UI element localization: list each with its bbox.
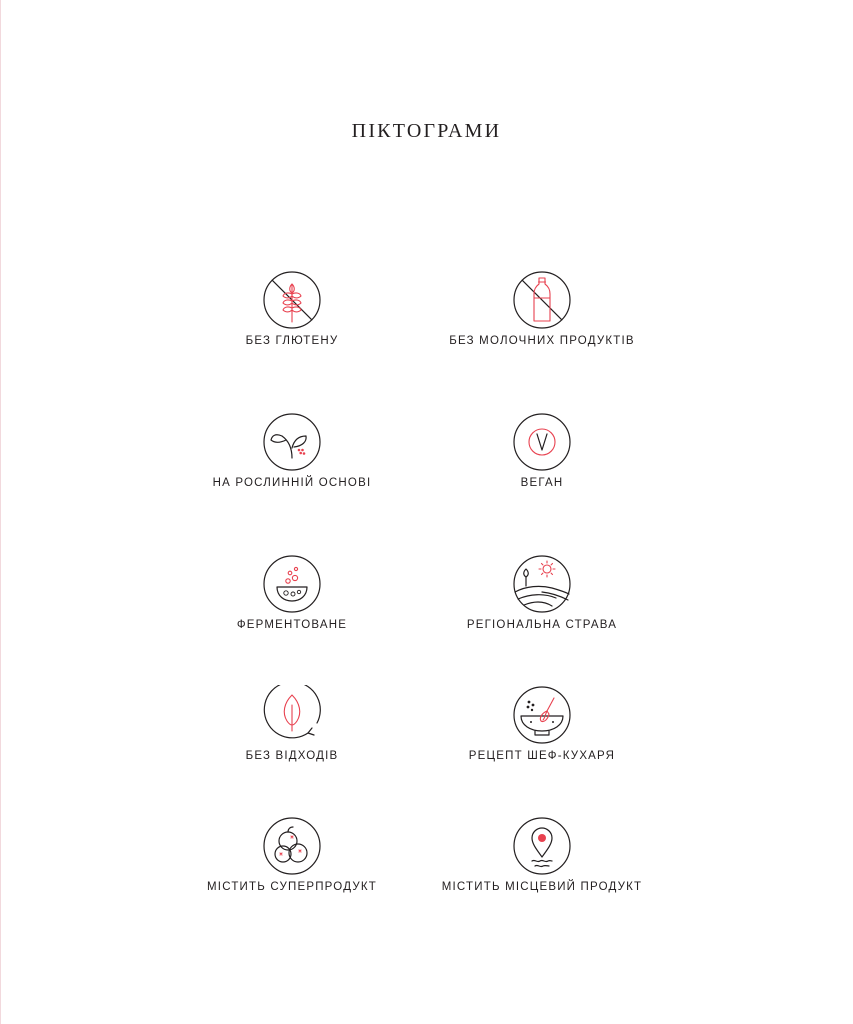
- pictogram-label: БЕЗ ВІДХОДІВ: [245, 750, 339, 762]
- wheat-crossed-icon: [262, 270, 322, 330]
- pictogram-label: НА РОСЛИННІЙ ОСНОВІ: [212, 477, 372, 489]
- page-edge-line: [0, 0, 1, 1024]
- location-pin-icon: [512, 816, 572, 876]
- milk-bottle-crossed-icon: [512, 270, 572, 330]
- pictogram-label: БЕЗ ГЛЮТЕНУ: [245, 335, 339, 347]
- pictogram-label: ФЕРМЕНТОВАНЕ: [236, 619, 348, 631]
- pictogram-label: ВЕГАН: [520, 477, 564, 489]
- pictogram-fermented: [162, 554, 422, 631]
- page-title: ПІКТОГРАМИ: [351, 120, 502, 142]
- pictogram-vegan: [412, 412, 672, 489]
- pictogram-label: РЕГІОНАЛЬНА СТРАВА: [466, 619, 618, 631]
- pictogram-label: МІСТИТЬ СУПЕРПРОДУКТ: [207, 881, 377, 893]
- pictogram-superfood: [162, 816, 422, 893]
- pictogram-chef-recipe: [412, 685, 672, 762]
- pictogram-dairy-free: [412, 270, 672, 347]
- pictogram-local-product: [412, 816, 672, 893]
- fermentation-bowl-icon: [262, 554, 322, 614]
- plant-leaves-icon: [262, 412, 322, 472]
- field-sun-icon: [512, 554, 572, 614]
- pictogram-zero-waste: [162, 685, 422, 762]
- pictogram-regional-dish: [412, 554, 672, 631]
- berries-icon: [262, 816, 322, 876]
- pictogram-label: РЕЦЕПТ ШЕФ-КУХАРЯ: [468, 750, 616, 762]
- pictogram-label: МІСТИТЬ МІСЦЕВИЙ ПРОДУКТ: [441, 881, 643, 893]
- vegan-v-icon: [512, 412, 572, 472]
- pictogram-label: БЕЗ МОЛОЧНИХ ПРОДУКТІВ: [449, 335, 635, 347]
- leaf-cycle-icon: [262, 685, 322, 745]
- pictogram-plant-based: [162, 412, 422, 489]
- whisk-bowl-icon: [512, 685, 572, 745]
- pictogram-gluten-free: [162, 270, 422, 347]
